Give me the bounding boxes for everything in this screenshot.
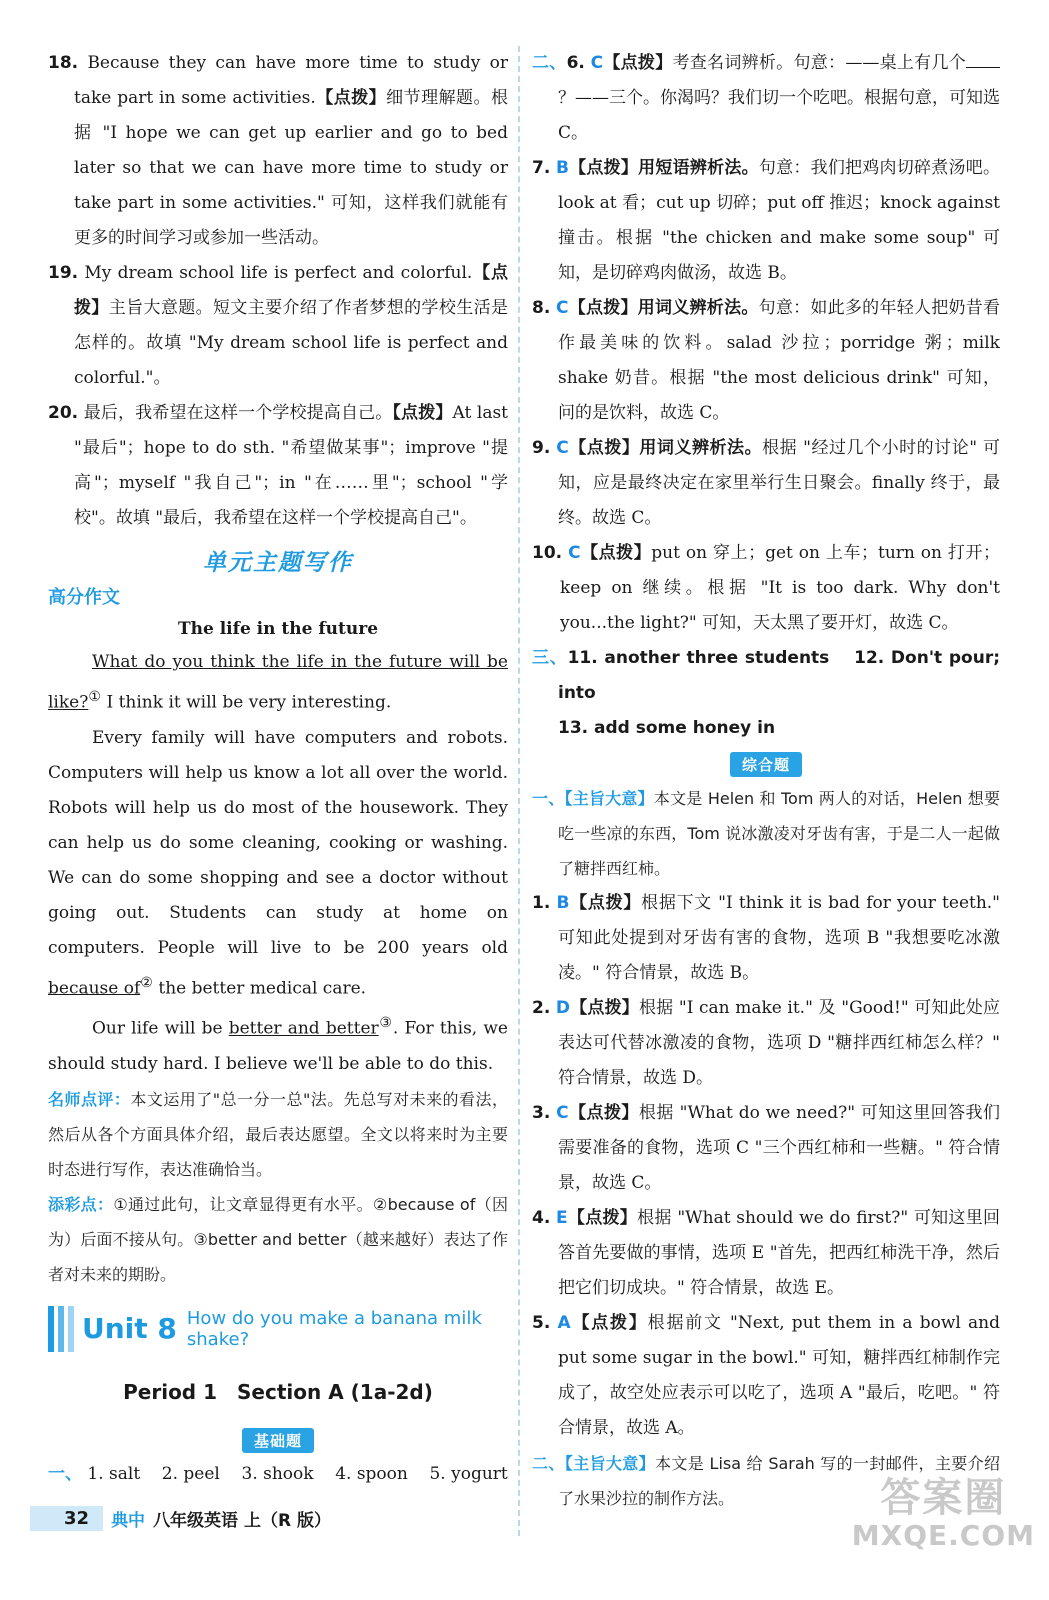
essay-paragraph-2: Every family will have computers and robots. Computers will help us know a lot all over the world. Robots will help us do most of the housework. They can help us do some cleaning, cooking or washing. We can do some shopping and see a doctor without going out. Students can study at home on computers. People will live to be 200 years old because of② the better medical care. [48,727,508,999]
basic-questions-badge: 基础题 [242,1428,314,1453]
watermark: 答案圈 MXQE.COM [851,1475,1035,1552]
answer-20: 20. 最后，我希望在这样一个学校提高自己。【点拨】At last "最后"；hope to do sth. "希望做某事"；improve "提高"；myself "我自己"；in "在……里"；school "学校"。故填 "最后，我希望在这样一个学校提高自己"。 [48,403,509,528]
right-column [532,46,1000,1516]
unit-header [48,1306,508,1352]
period-title: Period 1 Section A (1a-2d) [123,1379,433,1404]
essay-heading: 高分作文 [48,587,120,608]
basic-item: 2. peel [161,1463,220,1484]
basic-item: 3. shook [241,1463,314,1484]
comprehensive-answer-2: 2. D【点拨】根据 "I can make it." 及 "Good!" 可知此处应表达可代替冰激凌的食物，选项 D "糖拌西红柿怎么样？" 符合情景，故选 D。 [532,998,1000,1088]
answer-9: 9. C【点拨】用词义辨析法。根据 "经过几个小时的讨论" 可知，应是最终决定在家里举行生日聚会。finally 终于，最终。故选 C。 [532,438,1001,528]
essay-paragraph-3: Our life will be better and better③. For this, we should study hard. I believe we'll be able to do this. [48,1015,508,1074]
basic-item: 1. salt [87,1463,141,1484]
unit-label: Unit 8 [82,1312,177,1346]
comprehensive-answer-1: 1. B【点拨】根据下文 "I think it is bad for your teeth." 可知此处提到对牙齿有害的食物，选项 B "我想要吃冰激凌。" 符合情景，故选 B。 [532,893,1001,983]
comprehensive-answer-5: 5. A【点拨】根据前文 "Next, put them in a bowl and put some sugar in the bowl." 可知，糖拌西红柿制作完成了，故空处应表示可以吃了，选项 A "最后，吃吧。" 符合情景，故选 A。 [532,1313,1001,1438]
essay-paragraph-1: What do you think the life in the future will be like?① I think it will be very interesting. [48,652,508,713]
answer-10: 10. C【点拨】put on 穿上；get on 上车；turn on 打开；keep on 继续。根据 "It is too dark. Why don't you...the light?" 可知，天太黑了要开灯，故选 C。 [532,543,1001,633]
basic-part-1: 一、 1. salt 2. peel 3. shook 4. spoon 5. yogurt [48,1463,508,1484]
column-divider [518,46,520,1536]
comprehensive-part-2-summary: 二、【主旨大意】本文是 Lisa 给 Sarah 写的一封邮件，主要介绍了水果沙拉的制作方法。 [532,1454,1000,1508]
page-number: 32 [30,1506,103,1531]
basic-item: 5. yogurt [429,1463,508,1484]
comprehensive-questions-badge: 综合题 [730,752,802,777]
highlight-notes: 添彩点：①通过此句，让文章显得更有水平。②because of（因为）后面不接从句。③better and better（越来越好）表达了作者对未来的期盼。 [48,1194,508,1284]
book-title: 八年级英语 上（R 版） [153,1511,331,1531]
unit-title: How do you make a banana milk shake? [186,1307,482,1350]
comprehensive-answer-3: 3. C【点拨】根据 "What do we need?" 可知这里回答我们需要准备的食物，选项 C "三个西红柿和一些糖。" 符合情景，故选 C。 [532,1103,1001,1193]
brand-logo: 典中 [111,1511,146,1531]
answer-19: 19. My dream school life is perfect and colorful.【点拨】主旨大意题。短文主要介绍了作者梦想的学校生活是怎样的。故填 "My dream school life is perfect and colorful."。 [48,263,508,388]
section-title: 单元主题写作 [203,550,353,576]
answer-6: 二、6. C【点拨】考查名词辨析。句意：——桌上有几个？——三个。你渴吗？我们切一个吃吧。根据句意，可知选 C。 [532,46,1000,151]
left-column [48,46,508,1492]
answer-blank [966,49,1000,68]
answer-part-3: 三、11. another three students 12. Don't pour; into 13. add some honey in [532,648,1001,738]
answer-8: 8. C【点拨】用词义辨析法。句意：如此多的年轻人把奶昔看作最美味的饮料。salad 沙拉；porridge 粥；milk shake 奶昔。根据 "the most delicious drink" 可知，问的是饮料，故选 C。 [532,298,1001,423]
model-essay [48,613,508,1082]
answer-18: 18. Because they can have more time to study or take part in some activities.【点拨】细节理解题。根据 "I hope we can get up earlier and go to bed later so that we can have more time to study or take part in some activities." 可知，这样我们就能有更多的时间学习或参加一些活动。 [48,53,509,248]
page-footer [30,1506,331,1531]
teacher-comment: 名师点评：本文运用了"总一分一总"法。先总写对未来的看法，然后从各个方面具体介绍，最后表达愿望。全文以将来时为主要时态进行写作，表达准确恰当。 [48,1089,508,1179]
answer-7: 7. B【点拨】用短语辨析法。句意：我们把鸡肉切碎煮汤吧。look at 看；cut up 切碎；put off 推迟；knock against 撞击。根据 "the chicken and make some soup" 可知，是切碎鸡肉做汤，故选 B。 [532,158,1001,283]
unit-stripes-decoration [48,1306,74,1352]
comprehensive-answer-4: 4. E【点拨】根据 "What should we do first?" 可知这里回答首先要做的事情，选项 E "首先，把西红柿洗干净，然后把它们切成块。" 符合情景，故选 E。 [532,1208,1001,1298]
comprehensive-part-1-summary: 一、【主旨大意】本文是 Helen 和 Tom 两人的对话，Helen 想要吃一些凉的东西，Tom 说冰激凌对牙齿有害，于是二人一起做了糖拌西红柿。 [532,789,1000,878]
basic-item: 4. spoon [335,1463,408,1484]
essay-title: The life in the future [177,619,379,639]
